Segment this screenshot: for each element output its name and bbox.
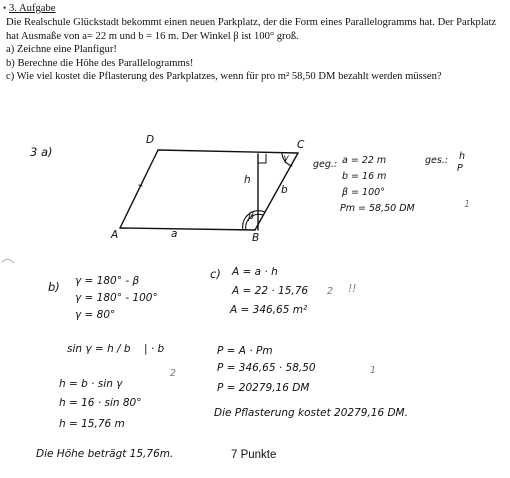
sought-label: ges.: bbox=[425, 155, 449, 166]
task-intro: Die Realschule Glückstadt bekommt einen neuen Parkplatz, der die Form eines Parallelogramms hat. Der Parkplatz hat Ausmaße von a= 22 m und b = 16 m. Der Winkel β ist 100° groß. bbox=[6, 17, 497, 42]
area-line-1: A = a · h bbox=[232, 266, 278, 278]
side-b-label: b bbox=[281, 184, 288, 196]
angle-gamma-label: γ bbox=[283, 153, 289, 164]
vertex-a-label: A bbox=[111, 229, 119, 241]
vertex-b-label: B bbox=[252, 232, 260, 244]
h-line-1: h = b · sin γ bbox=[59, 378, 123, 390]
vertex-d-label: D bbox=[146, 134, 155, 146]
height-label: h bbox=[244, 174, 251, 186]
part-a-label: 3 a) bbox=[30, 145, 53, 159]
side-cd bbox=[158, 150, 298, 153]
h-line-2: h = 16 · sin 80° bbox=[59, 397, 142, 409]
gamma-line-2: γ = 180° - 100° bbox=[75, 292, 158, 304]
given-label: geg.: bbox=[313, 159, 338, 170]
grader-note: !! bbox=[348, 283, 357, 295]
grader-mark-b: 2 bbox=[170, 368, 177, 379]
area-line-2: A = 22 · 15,76 bbox=[232, 285, 309, 297]
task-part-c: c) Wie viel kostet die Pflasterung des Parkplatzes, wenn für pro m² 58,50 DM bezahlt werden müssen? bbox=[6, 71, 442, 83]
grader-mark-p: 1 bbox=[370, 365, 377, 376]
right-angle-mark bbox=[258, 154, 266, 163]
given-line-a: a = 22 m bbox=[342, 155, 387, 166]
task-part-b: b) Berechne die Höhe des Parallelogramms! bbox=[6, 57, 194, 69]
gamma-line-3: γ = 80° bbox=[75, 309, 116, 321]
side-a-label: a bbox=[171, 228, 178, 240]
points-total: 7 Punkte bbox=[231, 449, 277, 461]
task-part-a: a) Zeichne eine Planfigur! bbox=[6, 44, 117, 56]
answer-b: Die Höhe beträgt 15,76m. bbox=[36, 448, 174, 460]
grader-mark-given: 1 bbox=[464, 199, 471, 210]
angle-beta-label: β bbox=[248, 211, 255, 222]
given-line-beta: β = 100° bbox=[342, 187, 385, 198]
price-line-1: P = A · Pm bbox=[217, 345, 273, 357]
area-line-3: A = 346,65 m² bbox=[230, 304, 308, 316]
gamma-line-1: γ = 180° - β bbox=[75, 275, 140, 287]
side-da bbox=[120, 150, 158, 228]
answer-c: Die Pflasterung kostet 20279,16 DM. bbox=[214, 407, 408, 419]
sought-h: h bbox=[459, 151, 466, 162]
side-bc bbox=[255, 153, 298, 230]
vertex-c-label: C bbox=[297, 139, 305, 151]
side-ab bbox=[120, 228, 255, 230]
sin-equation: sin γ = h / b bbox=[67, 343, 131, 355]
given-line-b: b = 16 m bbox=[342, 171, 387, 182]
part-c-label: c) bbox=[210, 267, 221, 281]
price-line-3: P = 20279,16 DM bbox=[217, 382, 310, 394]
margin-curve bbox=[2, 259, 14, 263]
task-heading: 3. Aufgabe bbox=[9, 3, 56, 14]
h-line-3: h = 15,76 m bbox=[59, 418, 125, 430]
price-line-2: P = 346,65 · 58,50 bbox=[217, 362, 316, 374]
part-b-label: b) bbox=[48, 280, 60, 294]
sin-operation: | · b bbox=[144, 343, 165, 355]
given-line-price: Pm = 58,50 DM bbox=[340, 203, 415, 214]
heading-bullet: • bbox=[3, 3, 7, 13]
grader-mark-area: 2 bbox=[327, 286, 334, 297]
sought-p: P bbox=[457, 163, 463, 174]
